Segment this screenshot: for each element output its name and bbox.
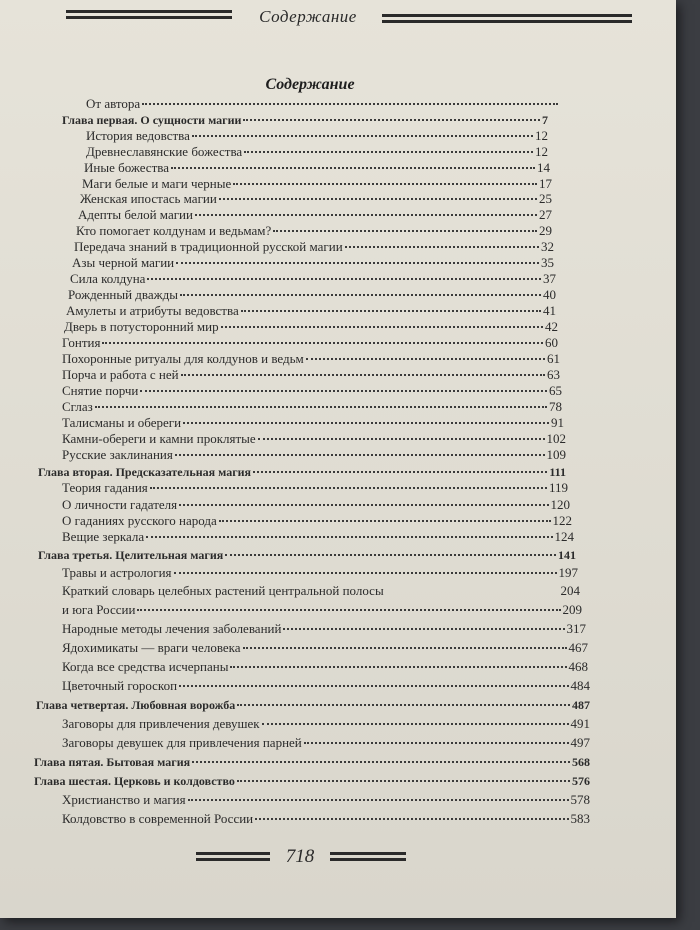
toc-entry-page: 27	[539, 207, 552, 222]
toc-section-row	[62, 583, 580, 599]
dot-leader	[283, 628, 564, 630]
toc-entry-page: 141	[558, 548, 576, 562]
toc-entry-label: Снятие порчи	[62, 383, 139, 398]
toc-entry-label: Талисманы и обереги	[62, 415, 182, 430]
dot-leader	[140, 390, 547, 392]
toc-entry-page: 61	[547, 351, 560, 366]
dot-leader	[306, 358, 545, 360]
dot-leader	[262, 723, 569, 725]
toc-entry-label: Цветочный гороскоп	[62, 678, 178, 693]
dot-leader	[188, 799, 569, 801]
toc-chapter-row	[34, 773, 590, 789]
toc-entry-label: Травы и астрология	[62, 565, 172, 580]
dot-leader	[147, 278, 541, 280]
toc-section-row	[62, 497, 570, 513]
running-header-title: Содержание	[259, 7, 357, 26]
toc-entry-page: 468	[568, 659, 588, 674]
dot-leader	[219, 198, 537, 200]
dot-leader	[102, 342, 543, 344]
toc-entry-label: Сглаз	[62, 399, 93, 414]
toc-chapter-row	[34, 754, 590, 770]
toc-section-row	[62, 678, 590, 694]
toc-entry-page: 576	[572, 774, 590, 788]
dot-leader	[180, 294, 541, 296]
dot-leader	[253, 471, 547, 473]
toc-entry-page: 124	[554, 529, 574, 544]
dot-leader	[304, 742, 569, 744]
toc-entry-page: 37	[543, 271, 556, 286]
toc-section-row	[62, 513, 572, 529]
dot-leader	[243, 647, 567, 649]
toc-entry-page: 12	[535, 144, 548, 159]
toc-entry-label: Рожденный дважды	[68, 287, 178, 302]
toc-section-row	[62, 351, 560, 367]
dot-leader	[150, 487, 547, 489]
toc-section-row	[62, 447, 566, 463]
toc-entry-label: Глава пятая. Бытовая магия	[34, 755, 191, 769]
toc-section-row	[84, 160, 550, 176]
toc-entry-label: Глава первая. О сущности магии	[62, 113, 242, 127]
toc-entry-page: 204	[560, 583, 580, 598]
toc-section-row	[86, 96, 560, 112]
toc-entry-label: Дверь в потусторонний мир	[64, 319, 219, 334]
toc-entry-label: Глава вторая. Предсказательная магия	[38, 465, 252, 479]
toc-section-row	[86, 128, 548, 144]
toc-entry-page: 41	[543, 303, 556, 318]
toc-entry-label: Когда все средства исчерпаны	[62, 659, 229, 674]
toc-section-row	[64, 319, 558, 335]
toc-entry-label: Теория гадания	[62, 480, 148, 495]
dot-leader	[146, 536, 552, 538]
toc-entry-label: Похоронные ритуалы для колдунов и ведьм	[62, 351, 304, 366]
toc-section-row	[66, 303, 556, 319]
toc-entry-label: Глава шестая. Церковь и колдовство	[34, 774, 235, 788]
toc-section-row	[62, 565, 578, 581]
dot-leader	[183, 422, 549, 424]
page-footer	[0, 844, 676, 874]
toc-entry-label: Сила колдуна	[70, 271, 146, 286]
toc-entry-label: Ядохимикаты — враги человека	[62, 640, 241, 655]
dot-leader	[192, 135, 533, 137]
toc-entry-label: Заговоры для привлечения девушек	[62, 716, 260, 731]
toc-section-row	[62, 716, 590, 732]
toc-entry-label: Адепты белой магии	[78, 207, 193, 222]
toc-section-row	[62, 431, 566, 447]
dot-leader	[179, 685, 568, 687]
dot-leader	[255, 818, 568, 820]
dot-leader	[237, 780, 570, 782]
toc-section-row	[80, 191, 552, 207]
toc-entry-label: Маги белые и маги черные	[82, 176, 232, 191]
dot-leader	[244, 151, 533, 153]
toc-chapter-row	[38, 464, 566, 480]
toc-entry-page: 487	[572, 698, 590, 712]
toc-section-row	[62, 735, 590, 751]
dot-leader	[179, 504, 548, 506]
toc-entry-label: Русские заклинания	[62, 447, 173, 462]
dot-leader	[171, 167, 535, 169]
toc-section-row	[82, 176, 552, 192]
toc-section-row	[74, 239, 554, 255]
toc-entry-page: 119	[548, 480, 568, 495]
toc-entry-label: Глава четвертая. Любовная ворожба	[36, 698, 236, 712]
toc-entry-page: 109	[546, 447, 566, 462]
footer-rule-left	[196, 852, 270, 864]
toc-entry-label: Краткий словарь целебных растений центральной полосы	[62, 583, 384, 598]
dot-leader	[192, 761, 570, 763]
dot-leader	[273, 230, 537, 232]
toc-entry-page: 60	[545, 335, 558, 350]
dot-leader	[241, 310, 541, 312]
dot-leader	[176, 262, 539, 264]
toc-entry-label: Женская ипостась магии	[80, 191, 217, 206]
toc-entry-label: Иные божества	[84, 160, 169, 175]
dot-leader	[219, 520, 551, 522]
dot-leader	[181, 374, 545, 376]
page-number: 718	[285, 846, 315, 867]
toc-entry-page: 25	[539, 191, 552, 206]
dot-leader	[137, 609, 560, 611]
dot-leader	[174, 572, 557, 574]
toc-entry-label: История ведовства	[86, 128, 190, 143]
toc-entry-page: 317	[566, 621, 586, 636]
toc-section-row	[62, 383, 562, 399]
toc-entry-page: 583	[570, 811, 590, 826]
toc-entry-label: Древнеславянские божества	[86, 144, 243, 159]
dot-leader	[258, 438, 545, 440]
toc-section-row	[62, 335, 558, 351]
toc-entry-page: 120	[550, 497, 570, 512]
toc-entry-page: 568	[572, 755, 590, 769]
toc-section-row	[62, 621, 586, 637]
toc-section-row	[70, 271, 556, 287]
toc-section-row	[62, 529, 574, 545]
toc-entry-page: 35	[541, 255, 554, 270]
dot-leader	[95, 406, 547, 408]
toc-section-row	[86, 144, 548, 160]
toc-entry-page: 497	[570, 735, 590, 750]
toc-section-row	[62, 792, 590, 808]
dot-leader	[195, 214, 537, 216]
dot-leader	[225, 554, 556, 556]
toc-section-row	[62, 811, 590, 827]
toc-section-row	[62, 480, 568, 496]
toc-entry-page: 467	[568, 640, 588, 655]
toc-entry-label: Амулеты и атрибуты ведовства	[66, 303, 239, 318]
toc-entry-page: 484	[570, 678, 590, 693]
dot-leader	[243, 119, 540, 121]
toc-entry-label: Вещие зеркала	[62, 529, 145, 544]
toc-chapter-row	[38, 547, 576, 563]
dot-leader	[142, 103, 558, 105]
toc-title: Содержание	[265, 76, 355, 93]
dot-leader	[233, 183, 537, 185]
toc-entry-label: Камни-обереги и камни проклятые	[62, 431, 256, 446]
dot-leader	[221, 326, 543, 328]
toc-section-row	[68, 287, 556, 303]
toc-entry-page: 78	[549, 399, 562, 414]
toc-section-row	[62, 399, 562, 415]
toc-entry-page: 197	[558, 565, 578, 580]
toc-entry-label: Заговоры девушек для привлечения парней	[62, 735, 302, 750]
toc-section-row	[78, 207, 552, 223]
toc-section-row	[62, 640, 588, 656]
toc-entry-page: 14	[537, 160, 550, 175]
toc-entry-page: 111	[549, 465, 566, 479]
toc-entry-page: 122	[552, 513, 572, 528]
toc-section-row	[62, 602, 582, 618]
toc-entry-page: 29	[539, 223, 552, 238]
dot-leader	[230, 666, 566, 668]
toc-entry-label: О личности гадателя	[62, 497, 178, 512]
toc-entry-label: Порча и работа с ней	[62, 367, 179, 382]
toc-entry-page: 40	[543, 287, 556, 302]
dot-leader	[237, 704, 570, 706]
footer-rule-right	[330, 852, 406, 864]
toc-entry-page: 209	[562, 602, 582, 617]
toc-entry-label: Христианство и магия	[62, 792, 186, 807]
toc-entry-page: 7	[542, 113, 548, 127]
toc-entry-label: Гонтия	[62, 335, 101, 350]
toc-entry-page: 65	[549, 383, 562, 398]
toc-entry-label: Глава третья. Целительная магия	[38, 548, 224, 562]
toc-entry-label: Колдовство в современной России	[62, 811, 254, 826]
toc-entry-page: 491	[570, 716, 590, 731]
toc-entry-page: 578	[570, 792, 590, 807]
toc-entry-label: Кто помогает колдунам и ведьмам?	[76, 223, 272, 238]
toc-section-row	[76, 223, 552, 239]
toc-entry-label: и юга России	[62, 602, 136, 617]
toc-section-row	[72, 255, 554, 271]
dot-leader	[175, 454, 545, 456]
toc-entry-label: О гаданиях русского народа	[62, 513, 217, 528]
toc-section-row	[62, 367, 560, 383]
toc-chapter-row	[62, 112, 548, 128]
toc-entry-page: 102	[546, 431, 566, 446]
toc-entry-page: 42	[545, 319, 558, 334]
toc-section-row	[62, 659, 588, 675]
toc-entry-page: 12	[535, 128, 548, 143]
toc-entry-page: 17	[539, 176, 552, 191]
toc-entry-label: Народные методы лечения заболеваний	[62, 621, 282, 636]
toc-entry-label: Азы черной магии	[72, 255, 175, 270]
toc-entry-page: 32	[541, 239, 554, 254]
toc-entry-page: 63	[547, 367, 560, 382]
toc-chapter-row	[36, 697, 590, 713]
toc-entry-label: От автора	[86, 96, 141, 111]
dot-leader	[345, 246, 539, 248]
toc-section-row	[62, 415, 564, 431]
toc-entry-page: 91	[551, 415, 564, 430]
toc-entry-label: Передача знаний в традиционной русской магии	[74, 239, 343, 254]
